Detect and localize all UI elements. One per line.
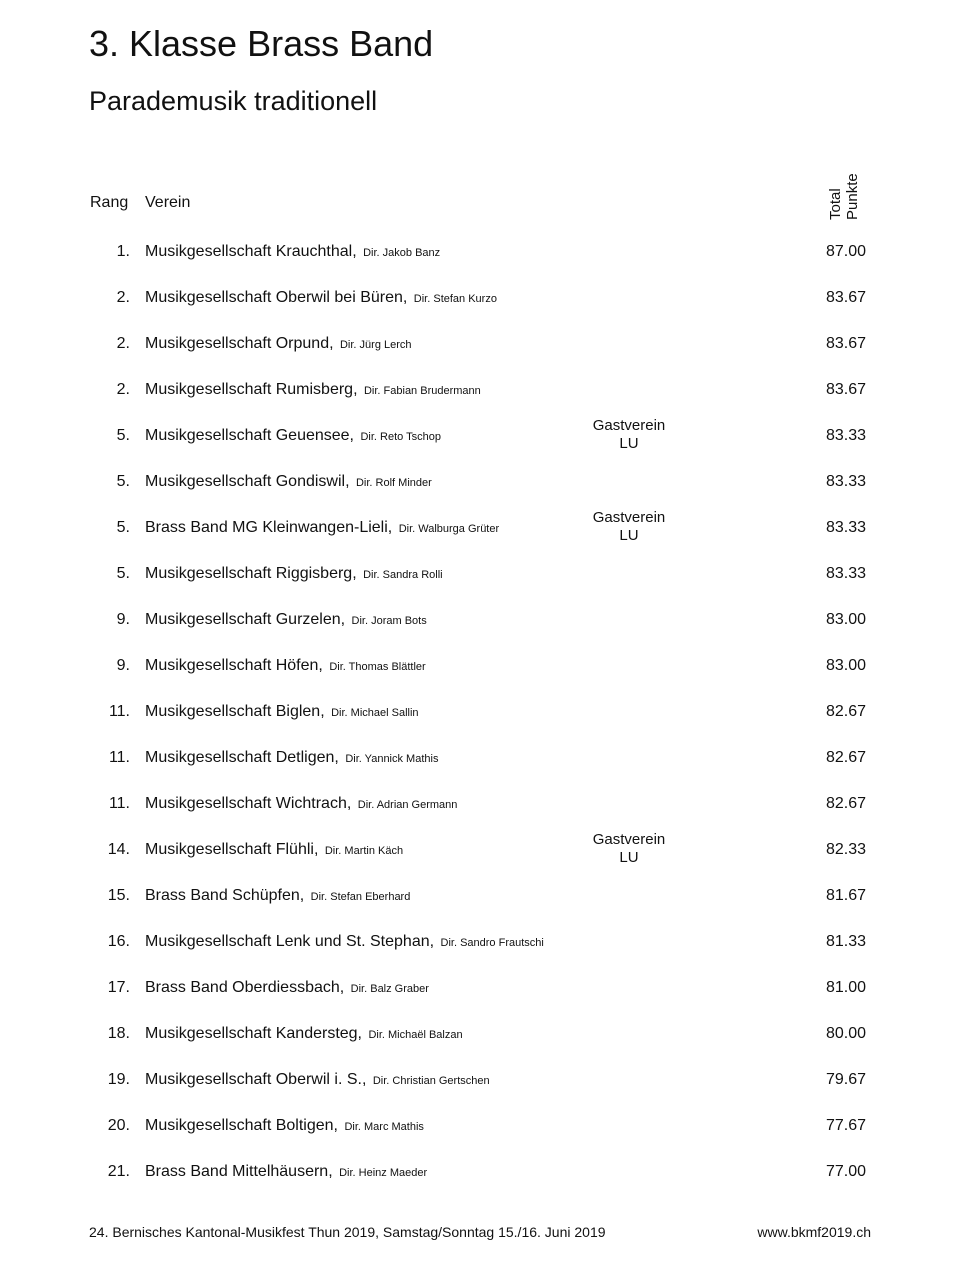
- club-cell: [145, 1162, 427, 1183]
- club-cell: [145, 840, 403, 861]
- footer-website-link[interactable]: www.bkmf2019.ch: [757, 1224, 871, 1240]
- director-name: Dir. Yannick Mathis: [345, 753, 439, 765]
- table-row: [0, 229, 956, 275]
- points-cell: 81.33: [825, 933, 866, 950]
- column-header-total-points: [827, 173, 861, 220]
- director-name: Dir. Michaël Balzan: [368, 1029, 463, 1041]
- club-cell: [145, 564, 443, 585]
- club-name: Musikgesellschaft Orpund,: [145, 335, 334, 352]
- club-name: Brass Band MG Kleinwangen-Lieli,: [145, 519, 393, 536]
- table-row: [0, 459, 956, 505]
- rank-cell: 5.: [116, 565, 130, 582]
- column-header-club: Verein: [145, 194, 191, 211]
- rank-cell: 2.: [116, 335, 130, 352]
- points-cell: 82.33: [825, 841, 866, 858]
- director-name: Dir. Joram Bots: [351, 615, 427, 627]
- director-name: Dir. Christian Gertschen: [372, 1075, 490, 1087]
- club-name: Musikgesellschaft Gurzelen,: [145, 611, 346, 628]
- rank-cell: 15.: [107, 887, 130, 904]
- table-row: [0, 551, 956, 597]
- guest-canton: LU: [619, 435, 639, 452]
- club-cell: [145, 472, 432, 493]
- club-cell: [145, 1024, 463, 1045]
- points-cell: 81.67: [825, 887, 866, 904]
- club-name: Brass Band Schüpfen,: [145, 887, 305, 904]
- page-title: 3. Klasse Brass Band: [89, 23, 434, 64]
- points-cell: 83.33: [825, 565, 866, 582]
- director-name: Dir. Thomas Blättler: [329, 661, 426, 673]
- director-name: Dir. Stefan Kurzo: [413, 293, 497, 305]
- points-cell: 77.67: [825, 1117, 866, 1134]
- points-cell: 82.67: [825, 749, 866, 766]
- guest-label: Gastverein: [592, 417, 666, 434]
- points-cell: 83.67: [825, 335, 866, 352]
- club-cell: [145, 702, 419, 723]
- rank-cell: 5.: [116, 519, 130, 536]
- director-name: Dir. Jürg Lerch: [339, 339, 412, 351]
- club-cell: [145, 426, 441, 447]
- club-name: Musikgesellschaft Geuensee,: [145, 427, 354, 444]
- rank-cell: 19.: [107, 1071, 130, 1088]
- table-row: [0, 1149, 956, 1195]
- points-cell: 81.00: [825, 979, 866, 996]
- table-row: [0, 919, 956, 965]
- rank-cell: 2.: [116, 381, 130, 398]
- club-cell: [145, 978, 429, 999]
- rank-cell: 11.: [108, 749, 130, 766]
- table-row: [0, 1011, 956, 1057]
- director-name: Dir. Heinz Maeder: [339, 1167, 428, 1179]
- guest-label: Gastverein: [592, 831, 666, 848]
- club-name: Musikgesellschaft Gondiswil,: [145, 473, 350, 490]
- club-cell: [145, 932, 544, 953]
- rank-cell: 2.: [116, 289, 130, 306]
- table-row: [0, 827, 956, 873]
- guest-canton: LU: [619, 527, 639, 544]
- rank-cell: 9.: [116, 657, 130, 674]
- guest-note: [578, 831, 680, 867]
- points-cell: 83.33: [825, 473, 866, 490]
- director-name: Dir. Sandro Frautschi: [440, 937, 544, 949]
- table-row: [0, 965, 956, 1011]
- guest-note: [578, 509, 680, 545]
- club-cell: [145, 334, 412, 355]
- guest-canton: LU: [619, 849, 639, 866]
- points-cell: 77.00: [825, 1163, 866, 1180]
- rank-cell: 18.: [107, 1025, 130, 1042]
- table-row: [0, 735, 956, 781]
- director-name: Dir. Fabian Brudermann: [363, 385, 481, 397]
- director-name: Dir. Rolf Minder: [355, 477, 432, 489]
- rank-cell: 11.: [108, 703, 130, 720]
- club-name: Musikgesellschaft Lenk und St. Stephan,: [145, 933, 435, 950]
- points-cell: 83.33: [825, 519, 866, 536]
- club-name: Musikgesellschaft Oberwil i. S.,: [145, 1071, 367, 1088]
- club-cell: [145, 380, 481, 401]
- director-name: Dir. Sandra Rolli: [363, 569, 443, 581]
- club-name: Brass Band Oberdiessbach,: [145, 979, 345, 996]
- club-name: Musikgesellschaft Boltigen,: [145, 1117, 338, 1134]
- points-cell: 83.33: [825, 427, 866, 444]
- rank-cell: 16.: [107, 933, 130, 950]
- results-table: [0, 229, 956, 1195]
- rank-cell: 17.: [107, 979, 130, 996]
- rank-cell: 14.: [107, 841, 130, 858]
- points-cell: 83.00: [825, 611, 866, 628]
- club-name: Musikgesellschaft Rumisberg,: [145, 381, 358, 398]
- club-cell: [145, 1116, 424, 1137]
- table-row: [0, 1057, 956, 1103]
- director-name: Dir. Walburga Grüter: [398, 523, 500, 535]
- footer-event-info: 24. Bernisches Kantonal-Musikfest Thun 2019, Samstag/Sonntag 15./16. Juni 2019: [89, 1224, 606, 1240]
- club-name: Musikgesellschaft Oberwil bei Büren,: [145, 289, 408, 306]
- club-cell: [145, 656, 426, 677]
- club-cell: [145, 886, 410, 907]
- table-row: [0, 367, 956, 413]
- table-row: [0, 643, 956, 689]
- table-row: [0, 873, 956, 919]
- rank-cell: 5.: [116, 427, 130, 444]
- column-header-rank: Rang: [90, 194, 129, 211]
- club-name: Musikgesellschaft Wichtrach,: [145, 795, 352, 812]
- points-cell: 83.67: [825, 381, 866, 398]
- club-cell: [145, 610, 427, 631]
- table-row: [0, 413, 956, 459]
- rank-cell: 1.: [116, 243, 130, 260]
- points-cell: 83.00: [825, 657, 866, 674]
- table-row: [0, 781, 956, 827]
- club-name: Musikgesellschaft Biglen,: [145, 703, 325, 720]
- guest-note: [578, 417, 680, 453]
- points-cell: 83.67: [825, 289, 866, 306]
- club-cell: [145, 242, 440, 263]
- club-name: Musikgesellschaft Kandersteg,: [145, 1025, 362, 1042]
- club-name: Musikgesellschaft Flühli,: [145, 841, 319, 858]
- rank-cell: 20.: [107, 1117, 130, 1134]
- director-name: Dir. Adrian Germann: [357, 799, 458, 811]
- club-cell: [145, 288, 497, 309]
- table-row: [0, 505, 956, 551]
- points-cell: 82.67: [825, 795, 866, 812]
- rank-cell: 21.: [107, 1163, 130, 1180]
- table-row: [0, 597, 956, 643]
- table-row: [0, 689, 956, 735]
- points-cell: 82.67: [825, 703, 866, 720]
- club-cell: [145, 748, 438, 769]
- director-name: Dir. Balz Graber: [350, 983, 429, 995]
- club-name: Brass Band Mittelhäusern,: [145, 1163, 333, 1180]
- column-header-total-line1: Total: [827, 188, 844, 220]
- points-cell: 79.67: [825, 1071, 866, 1088]
- rank-cell: 5.: [116, 473, 130, 490]
- column-header-total-line2: Punkte: [844, 173, 861, 220]
- club-cell: [145, 518, 499, 539]
- page-subtitle: Parademusik traditionell: [89, 86, 378, 116]
- table-row: [0, 321, 956, 367]
- director-name: Dir. Stefan Eberhard: [310, 891, 411, 903]
- club-name: Musikgesellschaft Krauchthal,: [145, 243, 357, 260]
- director-name: Dir. Michael Sallin: [331, 707, 419, 719]
- table-row: [0, 275, 956, 321]
- director-name: Dir. Marc Mathis: [344, 1121, 424, 1133]
- club-name: Musikgesellschaft Detligen,: [145, 749, 339, 766]
- director-name: Dir. Jakob Banz: [363, 247, 441, 259]
- club-cell: [145, 1070, 490, 1091]
- director-name: Dir. Martin Käch: [324, 845, 404, 857]
- director-name: Dir. Reto Tschop: [360, 431, 441, 443]
- rank-cell: 11.: [108, 795, 130, 812]
- guest-label: Gastverein: [592, 509, 666, 526]
- club-name: Musikgesellschaft Höfen,: [145, 657, 323, 674]
- club-name: Musikgesellschaft Riggisberg,: [145, 565, 357, 582]
- table-row: [0, 1103, 956, 1149]
- points-cell: 87.00: [825, 243, 866, 260]
- rank-cell: 9.: [116, 611, 130, 628]
- points-cell: 80.00: [825, 1025, 866, 1042]
- club-cell: [145, 794, 457, 815]
